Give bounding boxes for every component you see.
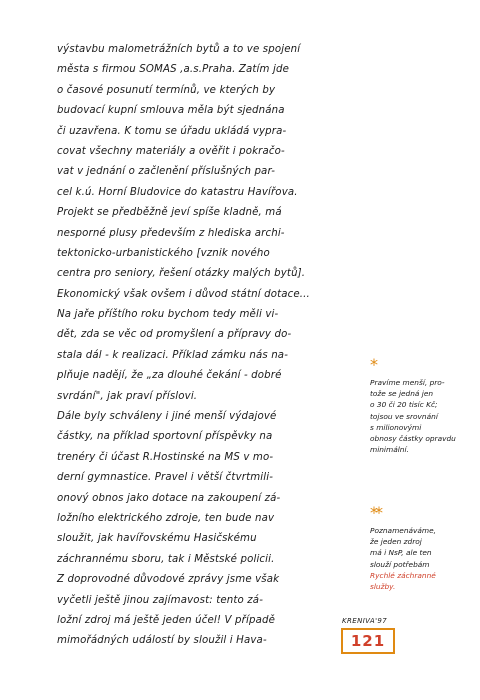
text-line: ložní zdroj má ještě jeden účel! V případě (57, 614, 275, 626)
text-line: tektonicko-urbanistického [vznik nového (57, 247, 270, 259)
text-line: vat v jednání o začlenění příslušných par- (57, 166, 276, 178)
text-line: stala dál - k realizaci. Příklad zámku nás na- (57, 349, 289, 361)
note-line: tože se jedná jen (370, 389, 434, 399)
text-line: centra pro seniory, řešení otázky malých bytů]. (57, 268, 306, 280)
note-line: o 30 či 20 tisíc Kč; (370, 400, 438, 410)
text-line: výstavbu malometrážních bytů a to ve spojení (57, 44, 301, 55)
text-line: derní gymnastice. Pravel i větší čtvrtmili- (57, 472, 274, 484)
text-line: či uzavřena. K tomu se úřadu ukládá vypra- (57, 125, 287, 137)
text-line: nesporné plusy především z hlediska archi- (57, 227, 285, 239)
note-line: Rychlé záchranné (370, 570, 436, 580)
note-line: má i NsP, ale ten (370, 548, 432, 558)
text-line: ložního elektrického zdroje, ten bude nav (57, 512, 275, 524)
text-line: Z doprovodné důvodové zprávy jsme však (57, 574, 280, 586)
author-signature: KRENIVA'97 (342, 617, 388, 625)
text-line: Projekt se předběžně jeví spíše kladně, má (57, 207, 282, 219)
text-line: Dále byly schváleny i jiné menší výdajové (57, 411, 277, 423)
note-line: tojsou ve srovnání (370, 411, 438, 421)
text-line: částky, na příklad sportovní příspěvky na (57, 431, 273, 443)
margin-note-1 (370, 357, 480, 455)
text-line: budovací kupní smlouva měla být sjednána (57, 105, 285, 117)
asterisk-marker: * (370, 355, 378, 374)
note-line: minimální. (370, 445, 409, 455)
text-line: Ekonomický však ovšem i důvod státní dotace... (57, 288, 310, 300)
margin-note-2 (370, 505, 480, 592)
note-line: s milionovými (370, 422, 422, 432)
note-line: slouží potřebám (370, 559, 430, 569)
text-line: cel k.ú. Horní Bludovice do katastru Havířova. (57, 186, 298, 198)
note-line: Poznamenáváme, (370, 526, 437, 535)
text-line: města s firmou SOMAS ,a.s.Praha. Zatím jde (57, 64, 290, 76)
text-line: trenéry či účast R.Hostinské na MS v mo- (57, 451, 274, 463)
page-number: 121 (341, 628, 395, 654)
text-line: plňuje nadějí, že „za dlouhé čekání - dobré (57, 370, 282, 382)
note-line: že jeden zdroj (370, 537, 422, 547)
main-text-body (57, 40, 357, 652)
text-line: dět, zda se věc od promyšlení a přípravy do- (57, 329, 292, 341)
note-line: Pravíme menší, pro- (370, 378, 445, 387)
text-line: o časové posunutí termínů, ve kterých by (57, 84, 276, 96)
text-line: svrdání", jak praví příslovi. (57, 390, 198, 402)
note-line: obnosy částky opravdu (370, 434, 456, 444)
text-line: záchrannému sboru, tak i Městské policii. (57, 553, 275, 565)
note-line: služby. (370, 582, 396, 592)
text-line: vyčetli ještě jinou zajímavost: tento zá- (57, 594, 264, 606)
text-line: Na jaře příštího roku bychom tedy měli vi- (57, 309, 279, 321)
text-line: mimořádných událostí by sloužil i Hava- (57, 635, 267, 647)
text-line: sloužit, jak havířovskému Hasičskému (57, 533, 257, 545)
double-asterisk-marker: ** (370, 503, 380, 522)
text-line: onový obnos jako dotace na zakoupení zá- (57, 492, 281, 504)
text-line: covat všechny materiály a ověřit i pokračo- (57, 145, 285, 157)
